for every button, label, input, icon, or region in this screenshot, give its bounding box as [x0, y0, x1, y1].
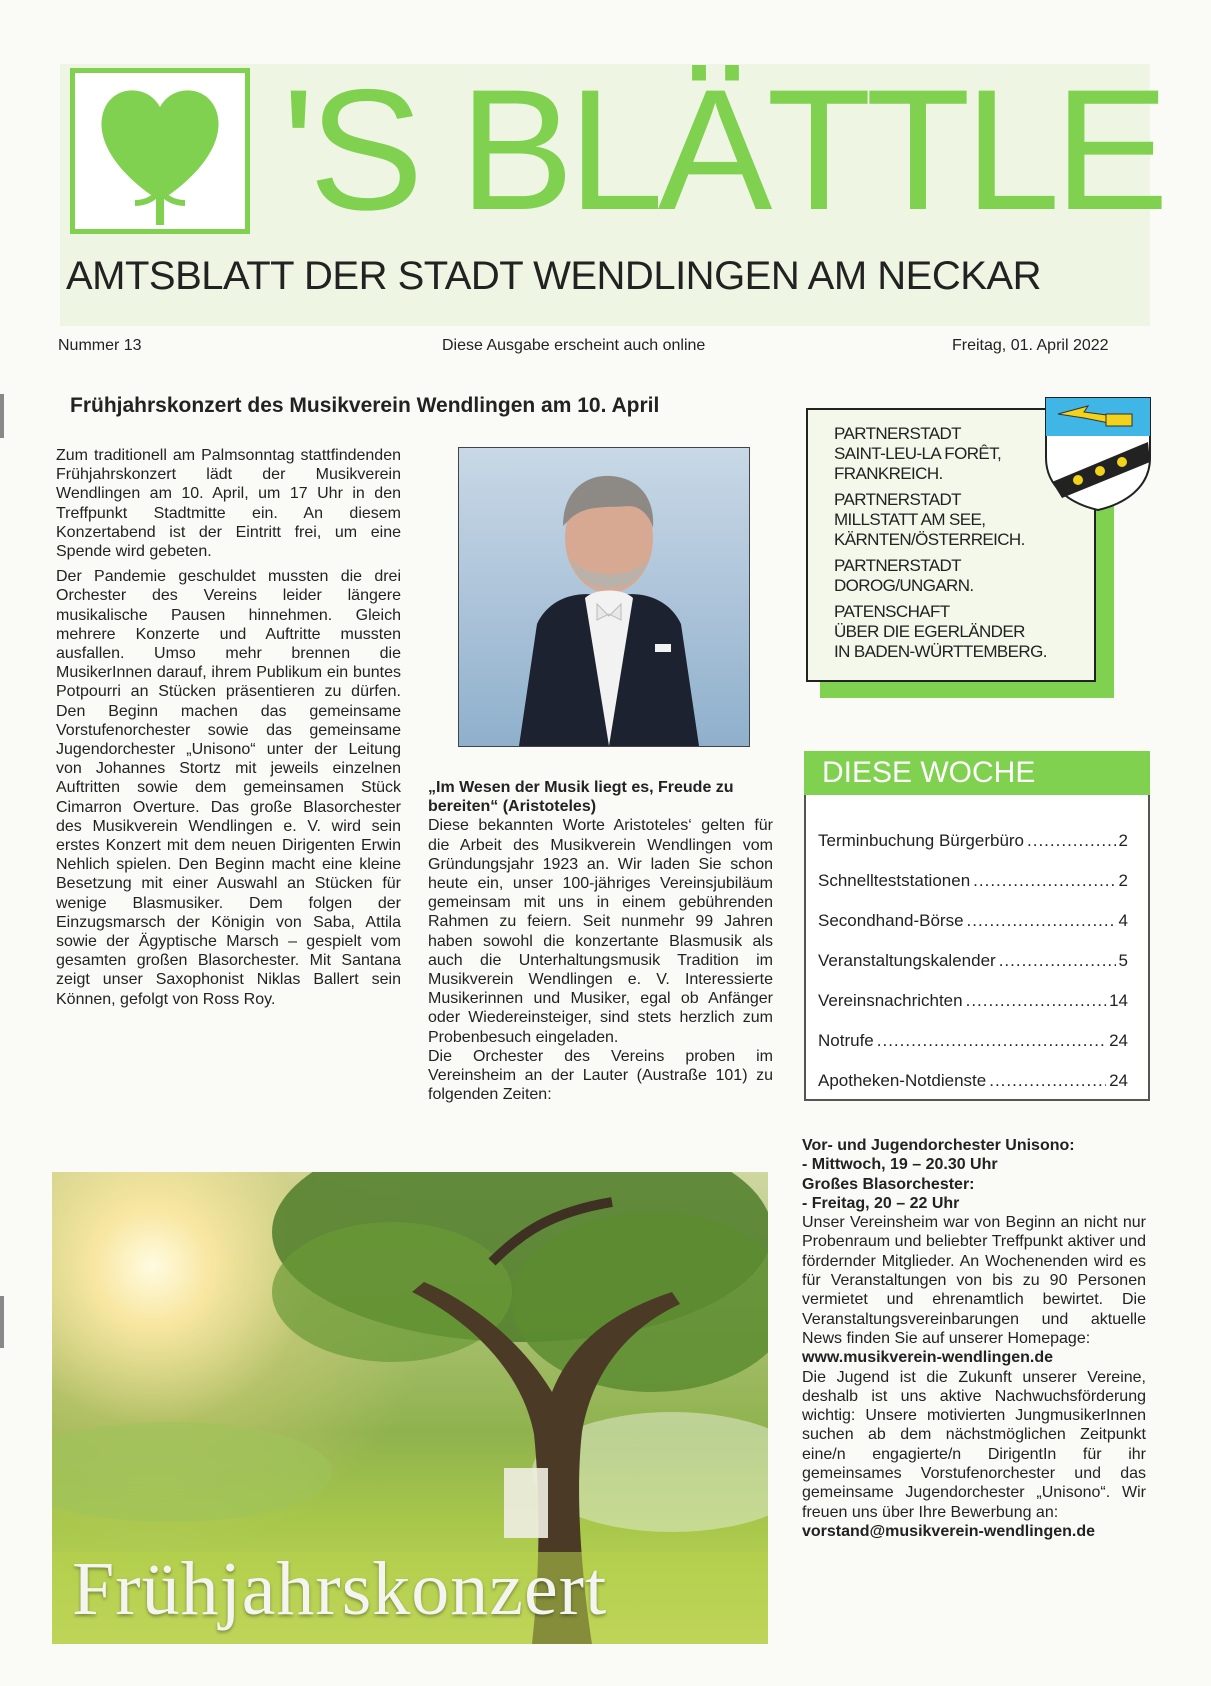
toc-item[interactable] [818, 1071, 1128, 1091]
toc-leader [973, 871, 1115, 891]
binding-mark [0, 394, 4, 438]
paragraph: Diese bekannten Worte Aristoteles‘ gelten für die Arbeit des Musikverein Wendlingen vom Gründungsjahr 1923 an. Wir laden Sie schon heute ein, unser 100-jähriges Vereinsjubiläum gemeinsam mit uns in einem gebührenden Rahmen zu feiern. Seit nunmehr 99 Jahren haben sowohl die konzertante Blasmusik als auch die Unterhaltungsmusik Tradition im Musikverein Wendlingen e. V. Interessierte Musikerinnen und Musiker, egal ob Anfänger oder Wiedereinsteiger, sind stets herzlich zum Probenbesuch eingeladen. [428, 817, 773, 1046]
paragraph: Zum traditionell am Palmsonntag stattfindenden Frühjahrskonzert lädt der Musikverein Wendlingen am 10. April, um 17 Uhr in den Treffpunkt Stadtmitte ein. An diesem Konzertabend ist der Eintritt frei, um eine Spende wird gebeten. [56, 447, 401, 561]
toc-page: 5 [1118, 951, 1128, 970]
toc-label: Schnellteststationen [818, 871, 971, 890]
toc-leader [999, 951, 1116, 971]
toc-leader [967, 911, 1116, 931]
poster-title: Frühjahrskonzert [72, 1547, 608, 1631]
toc-page: 24 [1109, 1071, 1128, 1090]
toc-label: Secondhand-Börse [818, 911, 964, 930]
toc-page: 4 [1118, 911, 1128, 930]
partner-entry: PARTNERSTADT MILLSTATT AM SEE, KÄRNTEN/ÖSTERREICH. [834, 490, 1025, 549]
this-week-title: DIESE WOCHE [804, 751, 1150, 795]
brand-title: 'S BLÄTTLE [282, 54, 1163, 246]
leaf-logo [70, 68, 250, 234]
toc-leader [966, 991, 1106, 1011]
partner-entry: PATENSCHAFT ÜBER DIE EGERLÄNDER IN BADEN-WÜRTTEMBERG. [834, 602, 1047, 661]
partner-list [834, 424, 1047, 668]
issue-date: Freitag, 01. April 2022 [952, 337, 1109, 354]
toc-label: Notrufe [818, 1031, 874, 1050]
toc-label: Terminbuchung Bürgerbüro [818, 831, 1025, 850]
leaf-icon [81, 79, 239, 225]
concert-poster [52, 1172, 768, 1644]
issue-number: Nummer 13 [58, 337, 142, 354]
paragraph: Der Pandemie geschuldet mussten die drei Orchester des Vereins leider längere musikalische Pausen hinnehmen. Gleich mehrere Konzerte und Auftritte mussten ausfallen. Umso mehr brennen die MusikerInnen darauf, ihrem Publikum ein buntes Potpourri an Stücken präsentieren zu dürfen. Den Beginn machen das gemeinsame Vorstufenorchester sowie das gemeinsame Jugendorchester „Unisono“ unter der Leitung von Johannes Stortz mit jeweils einzelnen Auftritten sowie dem gemeinsamen Stück Cimarron Overture. Das große Blasorchester des Musikverein Wendlingen e. V. wird sein erstes Konzert mit dem neuen Dirigenten Erwin Nehlich spielen. Den Beginn macht eine kleine Besetzung mit einer Auswahl an Stücken für wenige Blasmusiker. Dem folgen der Einzugsmarsch der Königin von Saba, Attila sowie der Ägyptische Marsch – gespielt vom gesamten großen Blasorchester. Mit Santana zeigt unser Saxophonist Niklas Ballert sein Können, gefolgt von Ross Roy. [56, 568, 401, 1008]
article-column-1 [56, 446, 401, 1015]
article-column-3 [802, 1136, 1146, 1541]
rehearsal-heading: Großes Blasorchester: [802, 1175, 975, 1193]
binding-mark [0, 1296, 4, 1348]
toc-leader [989, 1071, 1106, 1091]
toc-item[interactable] [818, 1031, 1128, 1051]
toc-label: Vereinsnachrichten [818, 991, 963, 1010]
website-link[interactable]: www.musikverein-wendlingen.de [802, 1349, 1054, 1367]
email-link[interactable]: vorstand@musikverein-wendlingen.de [802, 1522, 1095, 1540]
paragraph: Die Jugend ist die Zukunft unserer Vereine, deshalb ist uns aktive Nachwuchsförderung wichtig: Unsere motivierten JungmusikerInnen suchen ab dem nächstmöglichen Zeitpunkt eine/n engagierte/n DirigentIn für ihr gemeinsames Vorstufenorchester und das gemeinsame Jugendorchester „Unisono“. Wir freuen uns über Ihre Bewerbung an: [802, 1368, 1146, 1521]
toc-leader [1027, 831, 1116, 851]
toc-page: 14 [1109, 991, 1128, 1010]
this-week-box [804, 751, 1150, 1101]
rehearsal-time: - Freitag, 20 – 22 Uhr [802, 1194, 960, 1212]
paragraph: Unser Vereinsheim war von Beginn an nicht nur Probenraum und beliebter Treffpunkt aktiver und fördernder Mitglieder. An Wochenenden wird es für Veranstaltungen von bis zu 90 Personen vermietet und ehrenamtlich bewirtet. Die Veranstaltungsvereinbarungen und aktuelle News finden Sie auf unserer Homepage: [802, 1214, 1146, 1347]
toc-item[interactable] [818, 951, 1128, 971]
rehearsal-heading: Vor- und Jugendorchester Unisono: [802, 1137, 1075, 1154]
coat-of-arms-icon [1044, 396, 1152, 512]
subtitle: AMTSBLATT DER STADT WENDLINGEN AM NECKAR [66, 254, 1041, 298]
online-notice: Diese Ausgabe erscheint auch online [442, 337, 706, 354]
toc-label: Veranstaltungskalender [818, 951, 996, 970]
toc-item[interactable] [818, 991, 1128, 1011]
paragraph: Die Orchester des Vereins proben im Vereinsheim an der Lauter (Austraße 101) zu folgenden Zeiten: [428, 1047, 773, 1104]
masthead [60, 54, 1163, 326]
toc-page: 2 [1118, 831, 1128, 850]
conductor-illustration [459, 448, 749, 746]
toc-item[interactable] [818, 871, 1128, 891]
toc-item[interactable] [818, 831, 1128, 851]
rehearsal-time: - Mittwoch, 19 – 20.30 Uhr [802, 1156, 998, 1174]
toc-label: Apotheken-Notdienste [818, 1071, 987, 1090]
toc-page: 24 [1109, 1031, 1128, 1050]
article-column-2 [428, 778, 773, 1110]
conductor-photo [458, 447, 750, 747]
quote-heading: „Im Wesen der Musik liegt es, Freude zu bereiten“ (Aristoteles) [428, 779, 734, 816]
article-headline: Frühjahrskonzert des Musikverein Wendlingen am 10. April [70, 394, 660, 417]
partner-entry: PARTNERSTADT SAINT-LEU-LA FORÊT, FRANKREICH. [834, 424, 1002, 483]
toc-item[interactable] [818, 911, 1128, 931]
toc-page: 2 [1118, 871, 1128, 890]
partner-entry: PARTNERSTADT DOROG/UNGARN. [834, 556, 974, 595]
toc-leader [877, 1031, 1106, 1051]
